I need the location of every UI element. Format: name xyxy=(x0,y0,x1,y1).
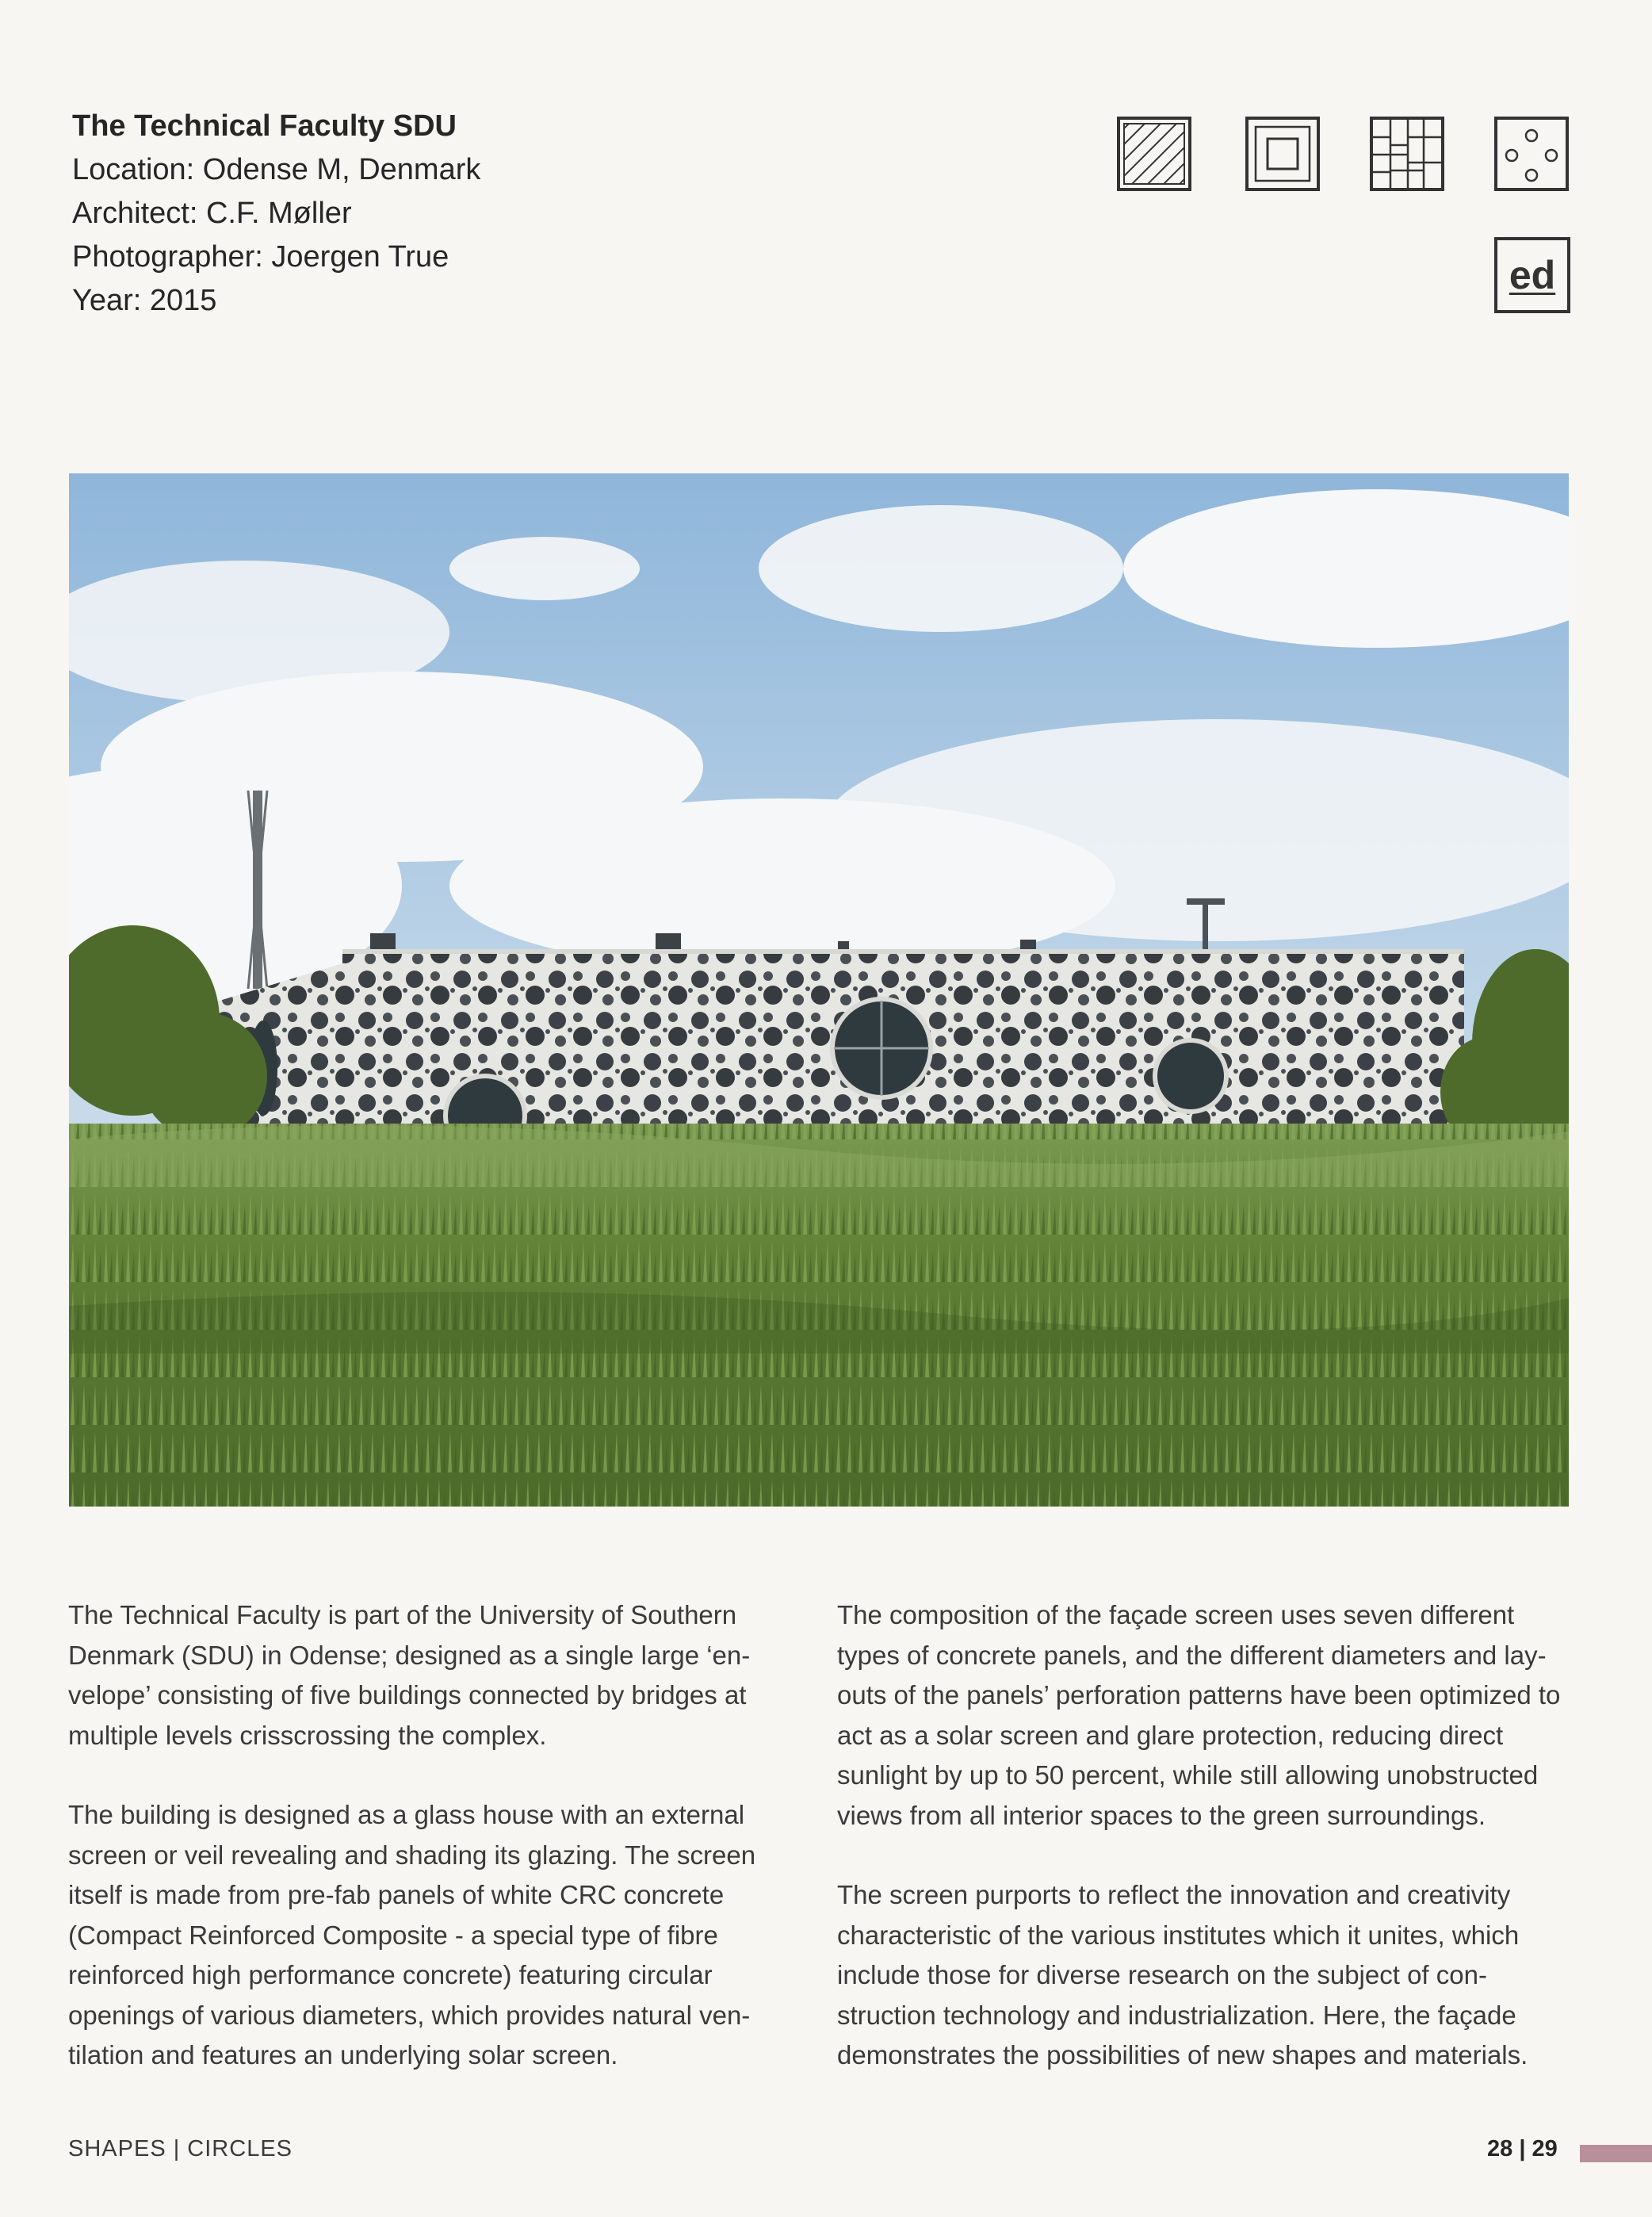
page-numbers: 28 | 29 xyxy=(1487,2136,1558,2161)
project-info xyxy=(72,105,480,323)
grid-pattern-icon xyxy=(1370,117,1444,191)
footer-accent-bar xyxy=(1580,2145,1652,2162)
ed-icon-label: ed xyxy=(1509,253,1556,297)
nested-square-icon xyxy=(1245,117,1320,191)
body-column-left xyxy=(68,1595,805,2116)
project-architect: Architect: C.F. Møller xyxy=(72,197,352,230)
project-title: The Technical Faculty SDU xyxy=(72,109,457,143)
project-photographer: Photographer: Joergen True xyxy=(72,240,449,274)
body-paragraph: The building is designed as a glass house with an external screen or veil revealing and shading its glazing. The screen itself is made from pre-fab panels of white CRC concrete (Compact Reinforced Composite - a special type of fibre reinforced high performance concrete) featuring circular openings of various diameters, which provides natural ven-tilation and features an underlying solar screen. xyxy=(68,1800,756,2070)
body-column-right xyxy=(837,1595,1574,2116)
ed-icon xyxy=(1494,237,1570,313)
project-location: Location: Odense M, Denmark xyxy=(72,153,481,186)
body-paragraph: The Technical Faculty is part of the University of Southern Denmark (SDU) in Odense; designed as a single large ‘en-velope’ consisting of five buildings connected by bridges at multiple levels crisscrossing the complex. xyxy=(68,1600,751,1750)
body-paragraph: The screen purports to reflect the innovation and creativity characteristic of the various institutes which it unites, which include those for diverse research on the subject of con-struction technology and industrialization. Here, the façade demonstrates the possibilities of new shapes and materials. xyxy=(837,1880,1528,2070)
circles-pattern-icon xyxy=(1494,117,1569,191)
body-paragraph: The composition of the façade screen uses seven different types of concrete panels, and the different diameters and lay-outs of the panels’ perforation patterns have been optimized to act as a solar screen and glare protection, reducing direct sunlight by up to 50 percent, while still allowing unobstructed views from all interior spaces to the green surroundings. xyxy=(837,1600,1561,1830)
hatched-square-icon xyxy=(1117,117,1191,191)
building-photo xyxy=(69,473,1569,1507)
project-year: Year: 2015 xyxy=(72,284,217,317)
section-label: SHAPES | CIRCLES xyxy=(68,2136,293,2161)
